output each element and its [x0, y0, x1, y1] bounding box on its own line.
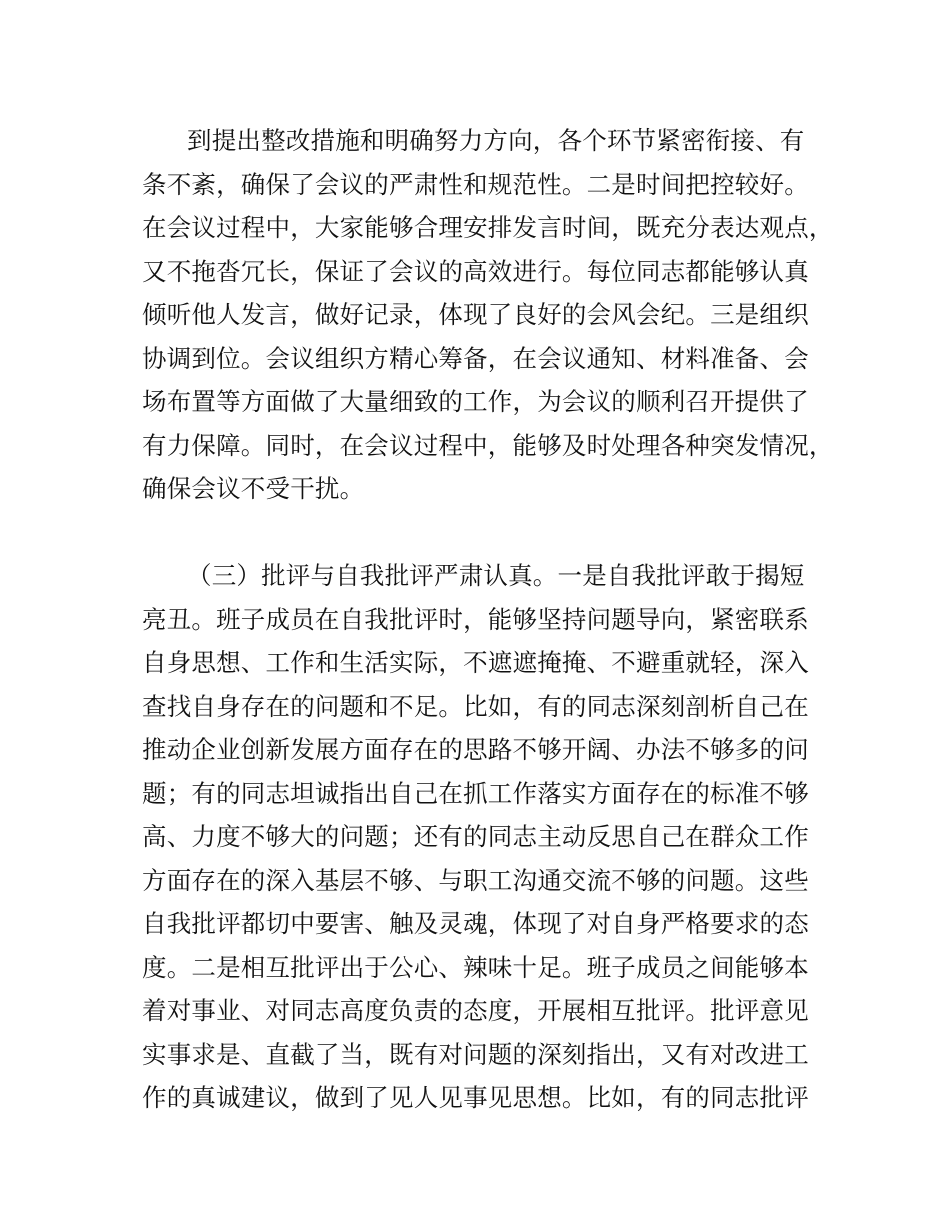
paragraph-line: 作的真诚建议，做到了见人见事见思想。比如，有的同志批评 [142, 1083, 809, 1112]
paragraph-line: 查找自身存在的问题和不足。比如，有的同志深刻剖析自己在 [142, 691, 809, 721]
body-text [142, 119, 842, 1120]
paragraph-line: 又不拖沓冗长，保证了会议的高效进行。每位同志都能够认真 [142, 256, 809, 286]
paragraph-gap [142, 511, 842, 555]
paragraph-line: 方面存在的深入基层不够、与职工沟通交流不够的问题。这些 [142, 865, 809, 895]
paragraph-line: 协调到位。会议组织方精心筹备，在会议通知、材料准备、会 [142, 343, 809, 373]
paragraph-line: 度。二是相互批评出于公心、辣味十足。班子成员之间能够本 [142, 952, 809, 982]
paragraph-line: 条不紊，确保了会议的严肃性和规范性。二是时间把控较好。 [142, 169, 809, 199]
paragraph-line: 自身思想、工作和生活实际，不遮遮掩掩、不避重就轻，深入 [142, 648, 809, 677]
paragraph-line: 在会议过程中，大家能够合理安排发言时间，既充分表达观点， [142, 213, 834, 242]
paragraph-line: 场布置等方面做了大量细致的工作，为会议的顺利召开提供了 [142, 387, 809, 416]
paragraph-line: 推动企业创新发展方面存在的思路不够开阔、办法不够多的问 [142, 735, 809, 764]
paragraph-line: 亮丑。班子成员在自我批评时，能够坚持问题导向，紧密联系 [142, 604, 809, 634]
paragraph-line: 确保会议不受干扰。 [142, 474, 365, 503]
paragraph-line: 高、力度不够大的问题；还有的同志主动反思自己在群众工作 [142, 822, 809, 851]
paragraph-line: 着对事业、对同志高度负责的态度，开展相互批评。批评意见 [142, 996, 809, 1025]
paragraph-line: 题；有的同志坦诚指出自己在抓工作落实方面存在的标准不够 [142, 778, 809, 808]
paragraph-line: 倾听他人发言，做好记录，体现了良好的会风会纪。三是组织 [142, 300, 809, 329]
paragraph-line: （三）批评与自我批评严肃认真。一是自我批评敢于揭短 [187, 561, 805, 590]
paragraph-line: 自我批评都切中要害、触及灵魂，体现了对自身严格要求的态 [142, 909, 809, 938]
paragraph-line: 实事求是、直截了当，既有对问题的深刻指出，又有对改进工 [142, 1039, 809, 1069]
paragraph-line: 有力保障。同时，在会议过程中，能够及时处理各种突发情况， [142, 430, 834, 460]
paragraph-line: 到提出整改措施和明确努力方向，各个环节紧密衔接、有 [187, 126, 805, 155]
paragraph-1 [142, 119, 842, 511]
paragraph-2 [142, 554, 842, 1120]
